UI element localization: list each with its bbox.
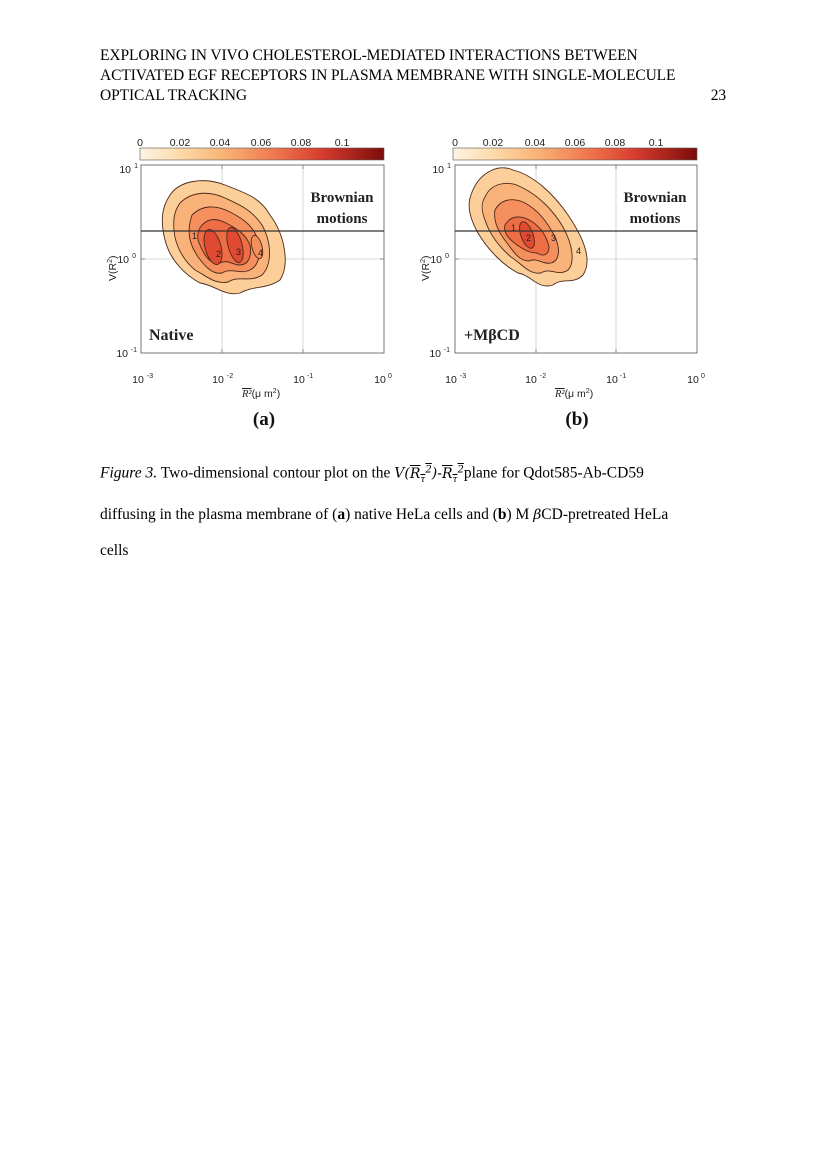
svg-text:1: 1: [134, 163, 138, 170]
svg-text:10: 10: [132, 374, 144, 386]
svg-text:motions: motions: [629, 211, 681, 227]
page-number: 23: [710, 87, 726, 104]
svg-text:10: 10: [212, 374, 224, 386]
y-axis-label: $V(R^2)$: [107, 255, 119, 281]
contour-plot-a: [100, 135, 410, 435]
svg-text:0: 0: [137, 137, 143, 149]
svg-text:0.04: 0.04: [524, 137, 546, 149]
svg-text:-1: -1: [443, 347, 450, 354]
svg-text:0.04: 0.04: [209, 137, 231, 149]
svg-text:1: 1: [447, 163, 451, 170]
svg-text:Brownian: Brownian: [623, 190, 687, 206]
figure-label: Figure 3: [100, 464, 154, 482]
running-header: [100, 46, 726, 106]
svg-text:-2: -2: [539, 373, 547, 380]
contour-plot-b: [413, 135, 730, 435]
svg-text:10: 10: [687, 374, 699, 386]
condition-label-native: Native: [149, 327, 194, 344]
svg-text:-1: -1: [306, 373, 314, 380]
svg-text:-1: -1: [130, 347, 137, 354]
svg-text:0.08: 0.08: [290, 137, 312, 149]
svg-text:10: 10: [374, 374, 386, 386]
svg-text:4: 4: [576, 246, 582, 256]
caption-line-1: Figure 3. Two-dimensional contour plot on the $V(R_\tau^2)-R_\tau^2plane$ for Qdot585-Ab-CD59: [100, 464, 644, 485]
svg-text:10: 10: [525, 374, 537, 386]
header-title-line-3-row: [100, 86, 726, 106]
svg-text:10: 10: [606, 374, 618, 386]
svg-text:0.02: 0.02: [169, 137, 191, 149]
header-title-line-1: EXPLORING IN VIVO CHOLESTEROL-MEDIATED INTERACTIONS BETWEEN: [100, 47, 638, 64]
svg-text:10: 10: [432, 164, 444, 176]
x-axis-label: R²(μ $m^2$): [555, 388, 594, 400]
svg-text:-3: -3: [146, 373, 154, 380]
panel-b: [413, 135, 723, 435]
caption-line-3: cells: [100, 542, 129, 560]
svg-text:Brownian: Brownian: [310, 190, 374, 206]
svg-text:4: 4: [258, 248, 264, 258]
caption-line-2: diffusing in the plasma membrane of (a) native HeLa cells and (b) M βCD-pretreated HeLa: [100, 506, 669, 524]
panel-label-b: (b): [565, 409, 589, 430]
svg-text:0.1: 0.1: [334, 137, 350, 149]
figure-caption: [100, 452, 730, 569]
svg-text:-2: -2: [226, 373, 234, 380]
svg-text:10: 10: [430, 254, 442, 266]
svg-text:1: 1: [511, 223, 517, 233]
header-title-line-2: ACTIVATED EGF RECEPTORS IN PLASMA MEMBRANE WITH SINGLE-MOLECULE: [100, 67, 676, 84]
svg-text:10: 10: [429, 348, 441, 360]
svg-text:0.1: 0.1: [648, 137, 664, 149]
svg-text:0.02: 0.02: [482, 137, 504, 149]
svg-text:0.06: 0.06: [564, 137, 586, 149]
svg-text:10: 10: [116, 348, 128, 360]
svg-text:0: 0: [388, 373, 392, 380]
svg-text:0: 0: [701, 373, 705, 380]
svg-text:0: 0: [452, 137, 458, 149]
x-axis-label: R²(μ $m^2$): [242, 388, 281, 400]
svg-text:2: 2: [216, 249, 222, 259]
panel-label-a: (a): [252, 409, 276, 430]
y-axis-label: $V(R^2)$: [420, 255, 432, 281]
caption-math: $V(R_\tau^2)-R_\tau^2$: [394, 464, 464, 485]
svg-text:0.08: 0.08: [604, 137, 626, 149]
svg-text:3: 3: [551, 233, 557, 243]
svg-text:10: 10: [117, 254, 129, 266]
colorbar: [453, 148, 697, 160]
svg-text:0: 0: [132, 253, 136, 260]
colorbar: [140, 148, 384, 160]
svg-text:10: 10: [445, 374, 457, 386]
svg-text:-3: -3: [459, 373, 467, 380]
svg-text:10: 10: [293, 374, 305, 386]
svg-text:-1: -1: [619, 373, 627, 380]
condition-label-mbcd: +MβCD: [464, 327, 520, 344]
svg-text:2: 2: [526, 233, 532, 243]
header-title-line-3: OPTICAL TRACKING: [100, 87, 247, 104]
svg-text:motions: motions: [316, 211, 368, 227]
figure-3: [100, 135, 730, 435]
panel-a: [100, 135, 410, 435]
svg-text:0.06: 0.06: [250, 137, 272, 149]
svg-text:10: 10: [119, 164, 131, 176]
svg-text:3: 3: [236, 247, 242, 257]
svg-text:1: 1: [192, 231, 198, 241]
svg-text:0: 0: [445, 253, 449, 260]
